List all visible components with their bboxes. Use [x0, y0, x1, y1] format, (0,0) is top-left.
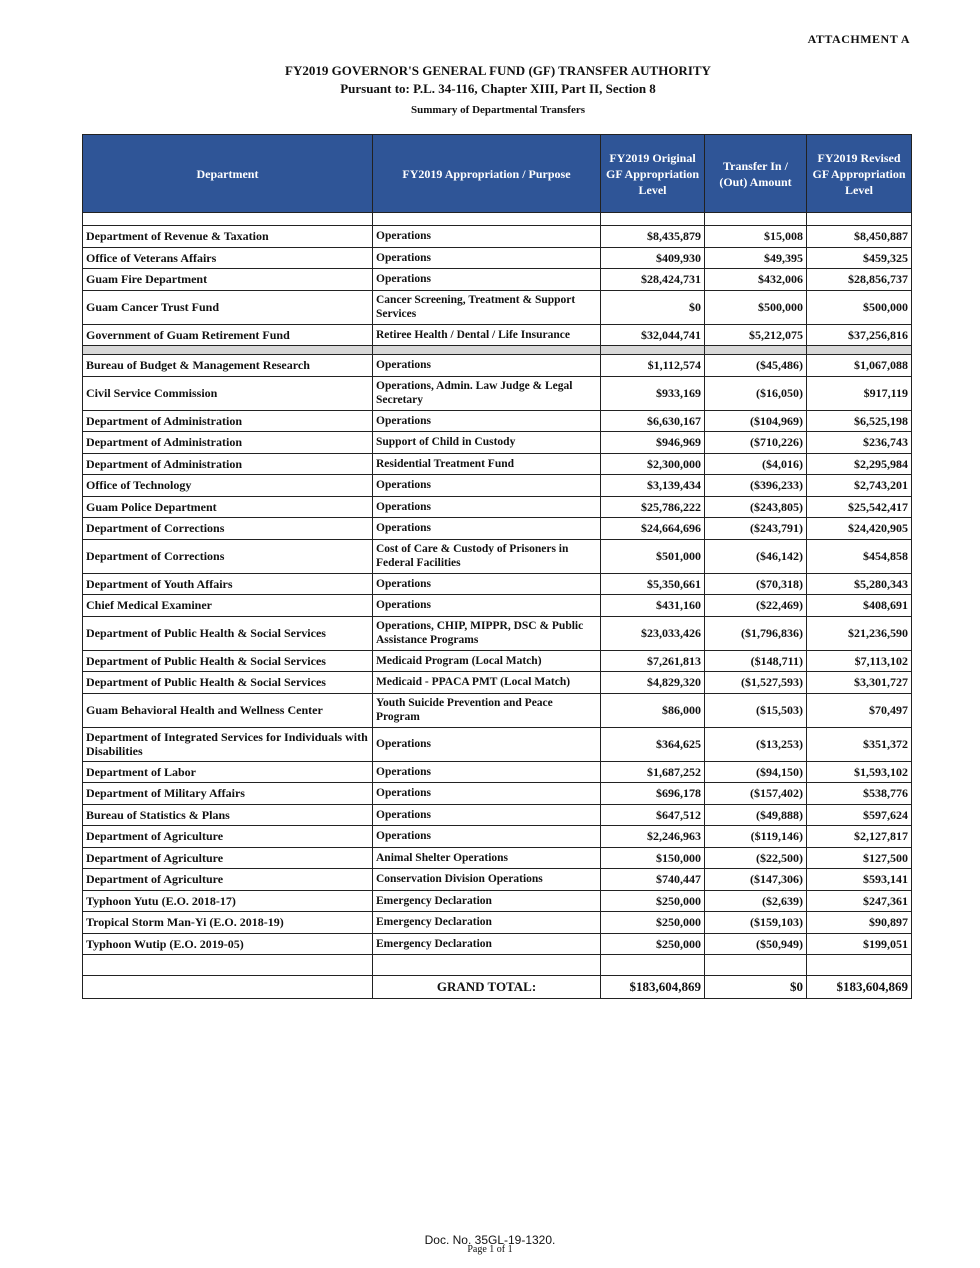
purpose-cell: Operations	[373, 826, 601, 848]
department-cell: Department of Military Affairs	[83, 783, 373, 805]
purpose-cell: Support of Child in Custody	[373, 432, 601, 454]
department-cell: Department of Administration	[83, 410, 373, 432]
table-row	[83, 324, 912, 346]
attachment-label: ATTACHMENT A	[807, 32, 910, 46]
purpose-cell: Youth Suicide Prevention and Peace Program	[373, 693, 601, 727]
revised-amount-cell: $247,361	[807, 890, 912, 912]
transfer-amount-cell: $500,000	[705, 290, 807, 324]
original-amount-cell: $32,044,741	[601, 324, 705, 346]
transfer-amount-cell: ($94,150)	[705, 761, 807, 783]
department-cell: Guam Police Department	[83, 496, 373, 518]
empty-cell	[83, 213, 373, 226]
transfer-amount-cell: ($1,796,836)	[705, 616, 807, 650]
table-row	[83, 269, 912, 291]
table-row	[83, 226, 912, 248]
revised-amount-cell: $28,856,737	[807, 269, 912, 291]
revised-amount-cell: $7,113,102	[807, 650, 912, 672]
department-cell: Department of Agriculture	[83, 826, 373, 848]
transfer-amount-cell: ($396,233)	[705, 475, 807, 497]
revised-amount-cell: $454,858	[807, 539, 912, 573]
original-amount-cell: $696,178	[601, 783, 705, 805]
department-cell: Department of Integrated Services for Individuals with Disabilities	[83, 727, 373, 761]
original-amount-cell: $150,000	[601, 847, 705, 869]
empty-cell	[83, 346, 373, 355]
table-body	[83, 213, 912, 999]
department-cell: Department of Administration	[83, 453, 373, 475]
purpose-cell: Emergency Declaration	[373, 890, 601, 912]
spacer-row	[83, 213, 912, 226]
purpose-cell: Residential Treatment Fund	[373, 453, 601, 475]
original-amount-cell: $364,625	[601, 727, 705, 761]
transfer-amount-cell: ($50,949)	[705, 933, 807, 955]
original-amount-cell: $2,246,963	[601, 826, 705, 848]
original-amount-cell: $946,969	[601, 432, 705, 454]
department-cell: Department of Corrections	[83, 518, 373, 540]
transfer-amount-cell: ($15,503)	[705, 693, 807, 727]
purpose-cell: Operations, Admin. Law Judge & Legal Secretary	[373, 376, 601, 410]
grand-total-original: $183,604,869	[601, 976, 705, 999]
purpose-cell: Operations	[373, 475, 601, 497]
table-row	[83, 912, 912, 934]
revised-amount-cell: $37,256,816	[807, 324, 912, 346]
transfer-amount-cell: ($4,016)	[705, 453, 807, 475]
revised-amount-cell: $593,141	[807, 869, 912, 891]
transfer-amount-cell: ($104,969)	[705, 410, 807, 432]
revised-amount-cell: $1,067,088	[807, 355, 912, 377]
transfer-amount-cell: $432,006	[705, 269, 807, 291]
revised-amount-cell: $25,542,417	[807, 496, 912, 518]
table-row	[83, 595, 912, 617]
document-header	[0, 63, 980, 116]
table-row	[83, 475, 912, 497]
transfer-amount-cell: ($16,050)	[705, 376, 807, 410]
revised-amount-cell: $917,119	[807, 376, 912, 410]
original-amount-cell: $0	[601, 290, 705, 324]
purpose-cell: Operations	[373, 761, 601, 783]
document-subtitle: Pursuant to: P.L. 34-116, Chapter XIII, Part II, Section 8	[340, 81, 656, 96]
empty-cell	[373, 346, 601, 355]
grand-total-revised: $183,604,869	[807, 976, 912, 999]
original-amount-cell: $25,786,222	[601, 496, 705, 518]
empty-cell	[601, 346, 705, 355]
original-amount-cell: $933,169	[601, 376, 705, 410]
department-cell: Government of Guam Retirement Fund	[83, 324, 373, 346]
transfer-amount-cell: ($46,142)	[705, 539, 807, 573]
revised-amount-cell: $597,624	[807, 804, 912, 826]
table-row	[83, 616, 912, 650]
transfer-amount-cell: ($119,146)	[705, 826, 807, 848]
department-cell: Guam Cancer Trust Fund	[83, 290, 373, 324]
purpose-cell: Operations	[373, 595, 601, 617]
purpose-cell: Operations	[373, 496, 601, 518]
table-row	[83, 693, 912, 727]
table-row	[83, 847, 912, 869]
transfer-amount-cell: $49,395	[705, 247, 807, 269]
original-amount-cell: $501,000	[601, 539, 705, 573]
revised-amount-cell: $2,295,984	[807, 453, 912, 475]
page-number: Page 1 of 1	[467, 1244, 513, 1255]
transfer-amount-cell: ($710,226)	[705, 432, 807, 454]
original-amount-cell: $250,000	[601, 933, 705, 955]
purpose-cell: Animal Shelter Operations	[373, 847, 601, 869]
department-cell: Civil Service Commission	[83, 376, 373, 410]
department-cell: Department of Administration	[83, 432, 373, 454]
revised-amount-cell: $538,776	[807, 783, 912, 805]
original-amount-cell: $409,930	[601, 247, 705, 269]
empty-cell	[807, 213, 912, 226]
revised-amount-cell: $1,593,102	[807, 761, 912, 783]
transfers-table	[82, 134, 912, 999]
original-amount-cell: $6,630,167	[601, 410, 705, 432]
table-row	[83, 355, 912, 377]
department-cell: Typhoon Wutip (E.O. 2019-05)	[83, 933, 373, 955]
table-row	[83, 727, 912, 761]
empty-cell	[83, 976, 373, 999]
grand-total-label: GRAND TOTAL:	[373, 976, 601, 999]
revised-amount-cell: $2,743,201	[807, 475, 912, 497]
table-row	[83, 869, 912, 891]
original-amount-cell: $250,000	[601, 912, 705, 934]
original-amount-cell: $1,687,252	[601, 761, 705, 783]
original-amount-cell: $250,000	[601, 890, 705, 912]
header-original: FY2019 Original GF Appropriation Level	[601, 135, 705, 213]
purpose-cell: Operations	[373, 783, 601, 805]
purpose-cell: Medicaid Program (Local Match)	[373, 650, 601, 672]
revised-amount-cell: $90,897	[807, 912, 912, 934]
department-cell: Department of Labor	[83, 761, 373, 783]
original-amount-cell: $23,033,426	[601, 616, 705, 650]
table-row	[83, 573, 912, 595]
purpose-cell: Emergency Declaration	[373, 912, 601, 934]
original-amount-cell: $5,350,661	[601, 573, 705, 595]
empty-cell	[83, 955, 373, 976]
department-cell: Chief Medical Examiner	[83, 595, 373, 617]
table-row	[83, 539, 912, 573]
department-cell: Department of Corrections	[83, 539, 373, 573]
table-row	[83, 672, 912, 694]
empty-cell	[705, 955, 807, 976]
revised-amount-cell: $3,301,727	[807, 672, 912, 694]
purpose-cell: Operations	[373, 804, 601, 826]
revised-amount-cell: $127,500	[807, 847, 912, 869]
purpose-cell: Operations	[373, 247, 601, 269]
transfer-amount-cell: ($1,527,593)	[705, 672, 807, 694]
department-cell: Tropical Storm Man-Yi (E.O. 2018-19)	[83, 912, 373, 934]
transfer-amount-cell: $15,008	[705, 226, 807, 248]
document-number: Doc. No. 35GL-19-1320.	[424, 1233, 556, 1247]
department-cell: Guam Behavioral Health and Wellness Center	[83, 693, 373, 727]
transfer-amount-cell: ($49,888)	[705, 804, 807, 826]
revised-amount-cell: $70,497	[807, 693, 912, 727]
revised-amount-cell: $8,450,887	[807, 226, 912, 248]
original-amount-cell: $7,261,813	[601, 650, 705, 672]
header-purpose: FY2019 Appropriation / Purpose	[373, 135, 601, 213]
purpose-cell: Conservation Division Operations	[373, 869, 601, 891]
transfer-amount-cell: ($243,805)	[705, 496, 807, 518]
revised-amount-cell: $500,000	[807, 290, 912, 324]
purpose-cell: Operations	[373, 518, 601, 540]
purpose-cell: Cost of Care & Custody of Prisoners in Federal Facilities	[373, 539, 601, 573]
department-cell: Bureau of Budget & Management Research	[83, 355, 373, 377]
purpose-cell: Operations	[373, 727, 601, 761]
empty-cell	[807, 955, 912, 976]
purpose-cell: Operations	[373, 410, 601, 432]
grand-total-row	[83, 976, 912, 999]
empty-cell	[601, 955, 705, 976]
empty-cell	[705, 213, 807, 226]
department-cell: Typhoon Yutu (E.O. 2018-17)	[83, 890, 373, 912]
table-row	[83, 247, 912, 269]
header-department: Department	[83, 135, 373, 213]
transfer-amount-cell: ($243,791)	[705, 518, 807, 540]
purpose-cell: Operations, CHIP, MIPPR, DSC & Public Assistance Programs	[373, 616, 601, 650]
purpose-cell: Operations	[373, 226, 601, 248]
table-row	[83, 761, 912, 783]
table-row	[83, 650, 912, 672]
header-revised: FY2019 Revised GF Appropriation Level	[807, 135, 912, 213]
department-cell: Office of Technology	[83, 475, 373, 497]
transfer-amount-cell: ($22,469)	[705, 595, 807, 617]
revised-amount-cell: $2,127,817	[807, 826, 912, 848]
table-row	[83, 518, 912, 540]
revised-amount-cell: $351,372	[807, 727, 912, 761]
revised-amount-cell: $236,743	[807, 432, 912, 454]
original-amount-cell: $8,435,879	[601, 226, 705, 248]
revised-amount-cell: $6,525,198	[807, 410, 912, 432]
empty-cell	[373, 955, 601, 976]
document-title: FY2019 GOVERNOR'S GENERAL FUND (GF) TRANSFER AUTHORITY	[285, 63, 711, 78]
revised-amount-cell: $5,280,343	[807, 573, 912, 595]
original-amount-cell: $24,664,696	[601, 518, 705, 540]
header-transfer: Transfer In / (Out) Amount	[705, 135, 807, 213]
table-row	[83, 496, 912, 518]
empty-cell	[373, 213, 601, 226]
summary-heading: Summary of Departmental Transfers	[410, 104, 586, 116]
original-amount-cell: $3,139,434	[601, 475, 705, 497]
table-row	[83, 432, 912, 454]
empty-cell	[705, 346, 807, 355]
purpose-cell: Operations	[373, 573, 601, 595]
empty-cell	[807, 346, 912, 355]
table-row	[83, 933, 912, 955]
department-cell: Office of Veterans Affairs	[83, 247, 373, 269]
empty-cell	[601, 213, 705, 226]
separator-row	[83, 346, 912, 355]
grand-total-transfer: $0	[705, 976, 807, 999]
original-amount-cell: $1,112,574	[601, 355, 705, 377]
table-row	[83, 783, 912, 805]
purpose-cell: Medicaid - PPACA PMT (Local Match)	[373, 672, 601, 694]
revised-amount-cell: $199,051	[807, 933, 912, 955]
department-cell: Guam Fire Department	[83, 269, 373, 291]
transfer-amount-cell: ($45,486)	[705, 355, 807, 377]
table-row	[83, 290, 912, 324]
table-row	[83, 376, 912, 410]
transfer-amount-cell: $5,212,075	[705, 324, 807, 346]
original-amount-cell: $28,424,731	[601, 269, 705, 291]
purpose-cell: Emergency Declaration	[373, 933, 601, 955]
transfer-amount-cell: ($13,253)	[705, 727, 807, 761]
department-cell: Department of Agriculture	[83, 847, 373, 869]
purpose-cell: Retiree Health / Dental / Life Insurance	[373, 324, 601, 346]
table-row	[83, 804, 912, 826]
purpose-cell: Operations	[373, 355, 601, 377]
original-amount-cell: $740,447	[601, 869, 705, 891]
transfer-amount-cell: ($70,318)	[705, 573, 807, 595]
table-row	[83, 826, 912, 848]
table-header-row	[83, 135, 912, 213]
blank-row	[83, 955, 912, 976]
table-row	[83, 890, 912, 912]
department-cell: Department of Agriculture	[83, 869, 373, 891]
purpose-cell: Cancer Screening, Treatment & Support Services	[373, 290, 601, 324]
transfer-amount-cell: ($159,103)	[705, 912, 807, 934]
department-cell: Department of Revenue & Taxation	[83, 226, 373, 248]
revised-amount-cell: $408,691	[807, 595, 912, 617]
transfer-amount-cell: ($157,402)	[705, 783, 807, 805]
revised-amount-cell: $21,236,590	[807, 616, 912, 650]
original-amount-cell: $86,000	[601, 693, 705, 727]
transfer-amount-cell: ($22,500)	[705, 847, 807, 869]
revised-amount-cell: $459,325	[807, 247, 912, 269]
revised-amount-cell: $24,420,905	[807, 518, 912, 540]
transfer-amount-cell: ($147,306)	[705, 869, 807, 891]
table-row	[83, 410, 912, 432]
original-amount-cell: $4,829,320	[601, 672, 705, 694]
department-cell: Department of Public Health & Social Services	[83, 672, 373, 694]
purpose-cell: Operations	[373, 269, 601, 291]
transfer-amount-cell: ($148,711)	[705, 650, 807, 672]
original-amount-cell: $2,300,000	[601, 453, 705, 475]
original-amount-cell: $431,160	[601, 595, 705, 617]
department-cell: Bureau of Statistics & Plans	[83, 804, 373, 826]
original-amount-cell: $647,512	[601, 804, 705, 826]
table-row	[83, 453, 912, 475]
transfer-amount-cell: ($2,639)	[705, 890, 807, 912]
department-cell: Department of Public Health & Social Services	[83, 650, 373, 672]
department-cell: Department of Public Health & Social Services	[83, 616, 373, 650]
department-cell: Department of Youth Affairs	[83, 573, 373, 595]
